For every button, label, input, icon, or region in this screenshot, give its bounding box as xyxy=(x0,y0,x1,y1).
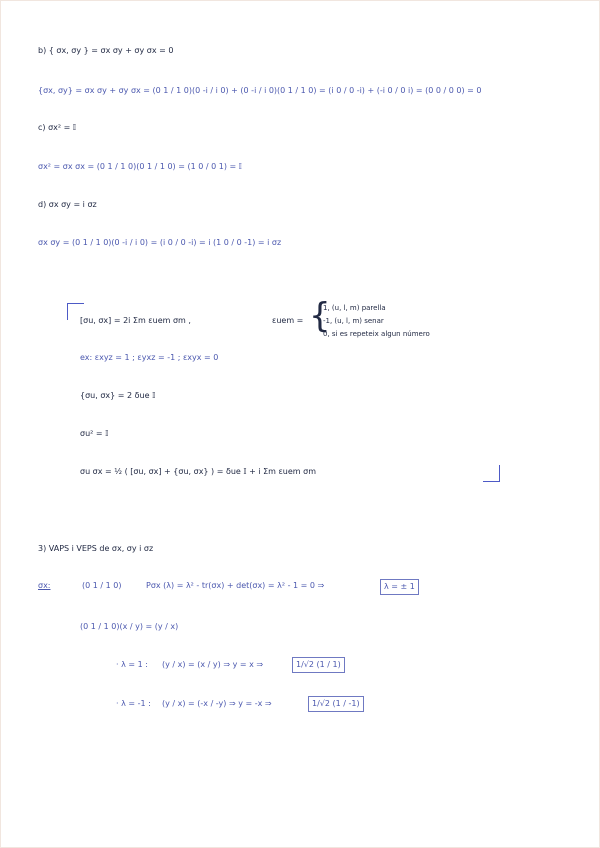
square-formula: σu² = 𝕀 xyxy=(80,429,109,438)
eigenvalues-box: λ = ± 1 xyxy=(380,579,419,595)
section-c-heading: c) σx² = 𝕀 xyxy=(38,123,77,132)
anticommutator-formula: {σu, σx} = 2 δue 𝕀 xyxy=(80,391,156,400)
case-1-equation: (y / x) = (x / y) ⇒ y = x ⇒ xyxy=(162,660,264,669)
case-1-lambda: · λ = 1 : xyxy=(116,660,148,669)
epsilon-case-2: -1, (u, l, m) senar xyxy=(323,317,384,325)
epsilon-case-3: 0, si es repeteix algun número xyxy=(323,330,430,338)
commutator-formula: [σu, σx] = 2i Σm εuem σm , xyxy=(80,316,191,325)
vaps-heading: 3) VAPS i VEPS de σx, σy i σz xyxy=(38,544,154,553)
sigma-x-matrix: (0 1 / 1 0) xyxy=(82,581,122,590)
section-b-formula: {σx, σy} = σx σy + σy σx = (0 1 / 1 0)(0 -i / i 0) + (0 -i / i 0)(0 1 / 1 0) = (i 0 / 0 -i) + (-i 0 / 0 i) = (0 0 / 0 0) = 0 xyxy=(38,86,482,95)
section-c-formula: σx² = σx σx = (0 1 / 1 0)(0 1 / 1 0) = (1 0 / 0 1) = 𝕀 xyxy=(38,162,242,171)
eigen-system: (0 1 / 1 0)(x / y) = (y / x) xyxy=(80,622,179,631)
bracket-bottom-right xyxy=(483,465,500,482)
characteristic-polynomial: Pσx (λ) = λ² - tr(σx) + det(σx) = λ² - 1 = 0 ⇒ xyxy=(146,581,325,590)
case-2-lambda: · λ = -1 : xyxy=(116,699,151,708)
section-d-heading: d) σx σy = i σz xyxy=(38,200,97,209)
section-d-formula: σx σy = (0 1 / 1 0)(0 -i / i 0) = (i 0 / 0 -i) = i (1 0 / 0 -1) = i σz xyxy=(38,238,282,247)
product-formula: σu σx = ½ ( [σu, σx] + {σu, σx} ) = δue 𝕀 + i Σm εuem σm xyxy=(80,467,316,476)
case-2-equation: (y / x) = (-x / -y) ⇒ y = -x ⇒ xyxy=(162,699,272,708)
epsilon-label: εuem = xyxy=(272,316,304,325)
sigma-x-label: σx: xyxy=(38,581,51,590)
epsilon-brace: { xyxy=(309,296,331,336)
section-b-heading: b) { σx, σy } = σx σy + σy σx = 0 xyxy=(38,46,174,55)
epsilon-case-1: 1, (u, l, m) parella xyxy=(323,304,386,312)
case-1-eigenvector: 1/√2 (1 / 1) xyxy=(292,657,345,673)
epsilon-example: ex: εxyz = 1 ; εyxz = -1 ; εxyx = 0 xyxy=(80,353,219,362)
case-2-eigenvector: 1/√2 (1 / -1) xyxy=(308,696,364,712)
